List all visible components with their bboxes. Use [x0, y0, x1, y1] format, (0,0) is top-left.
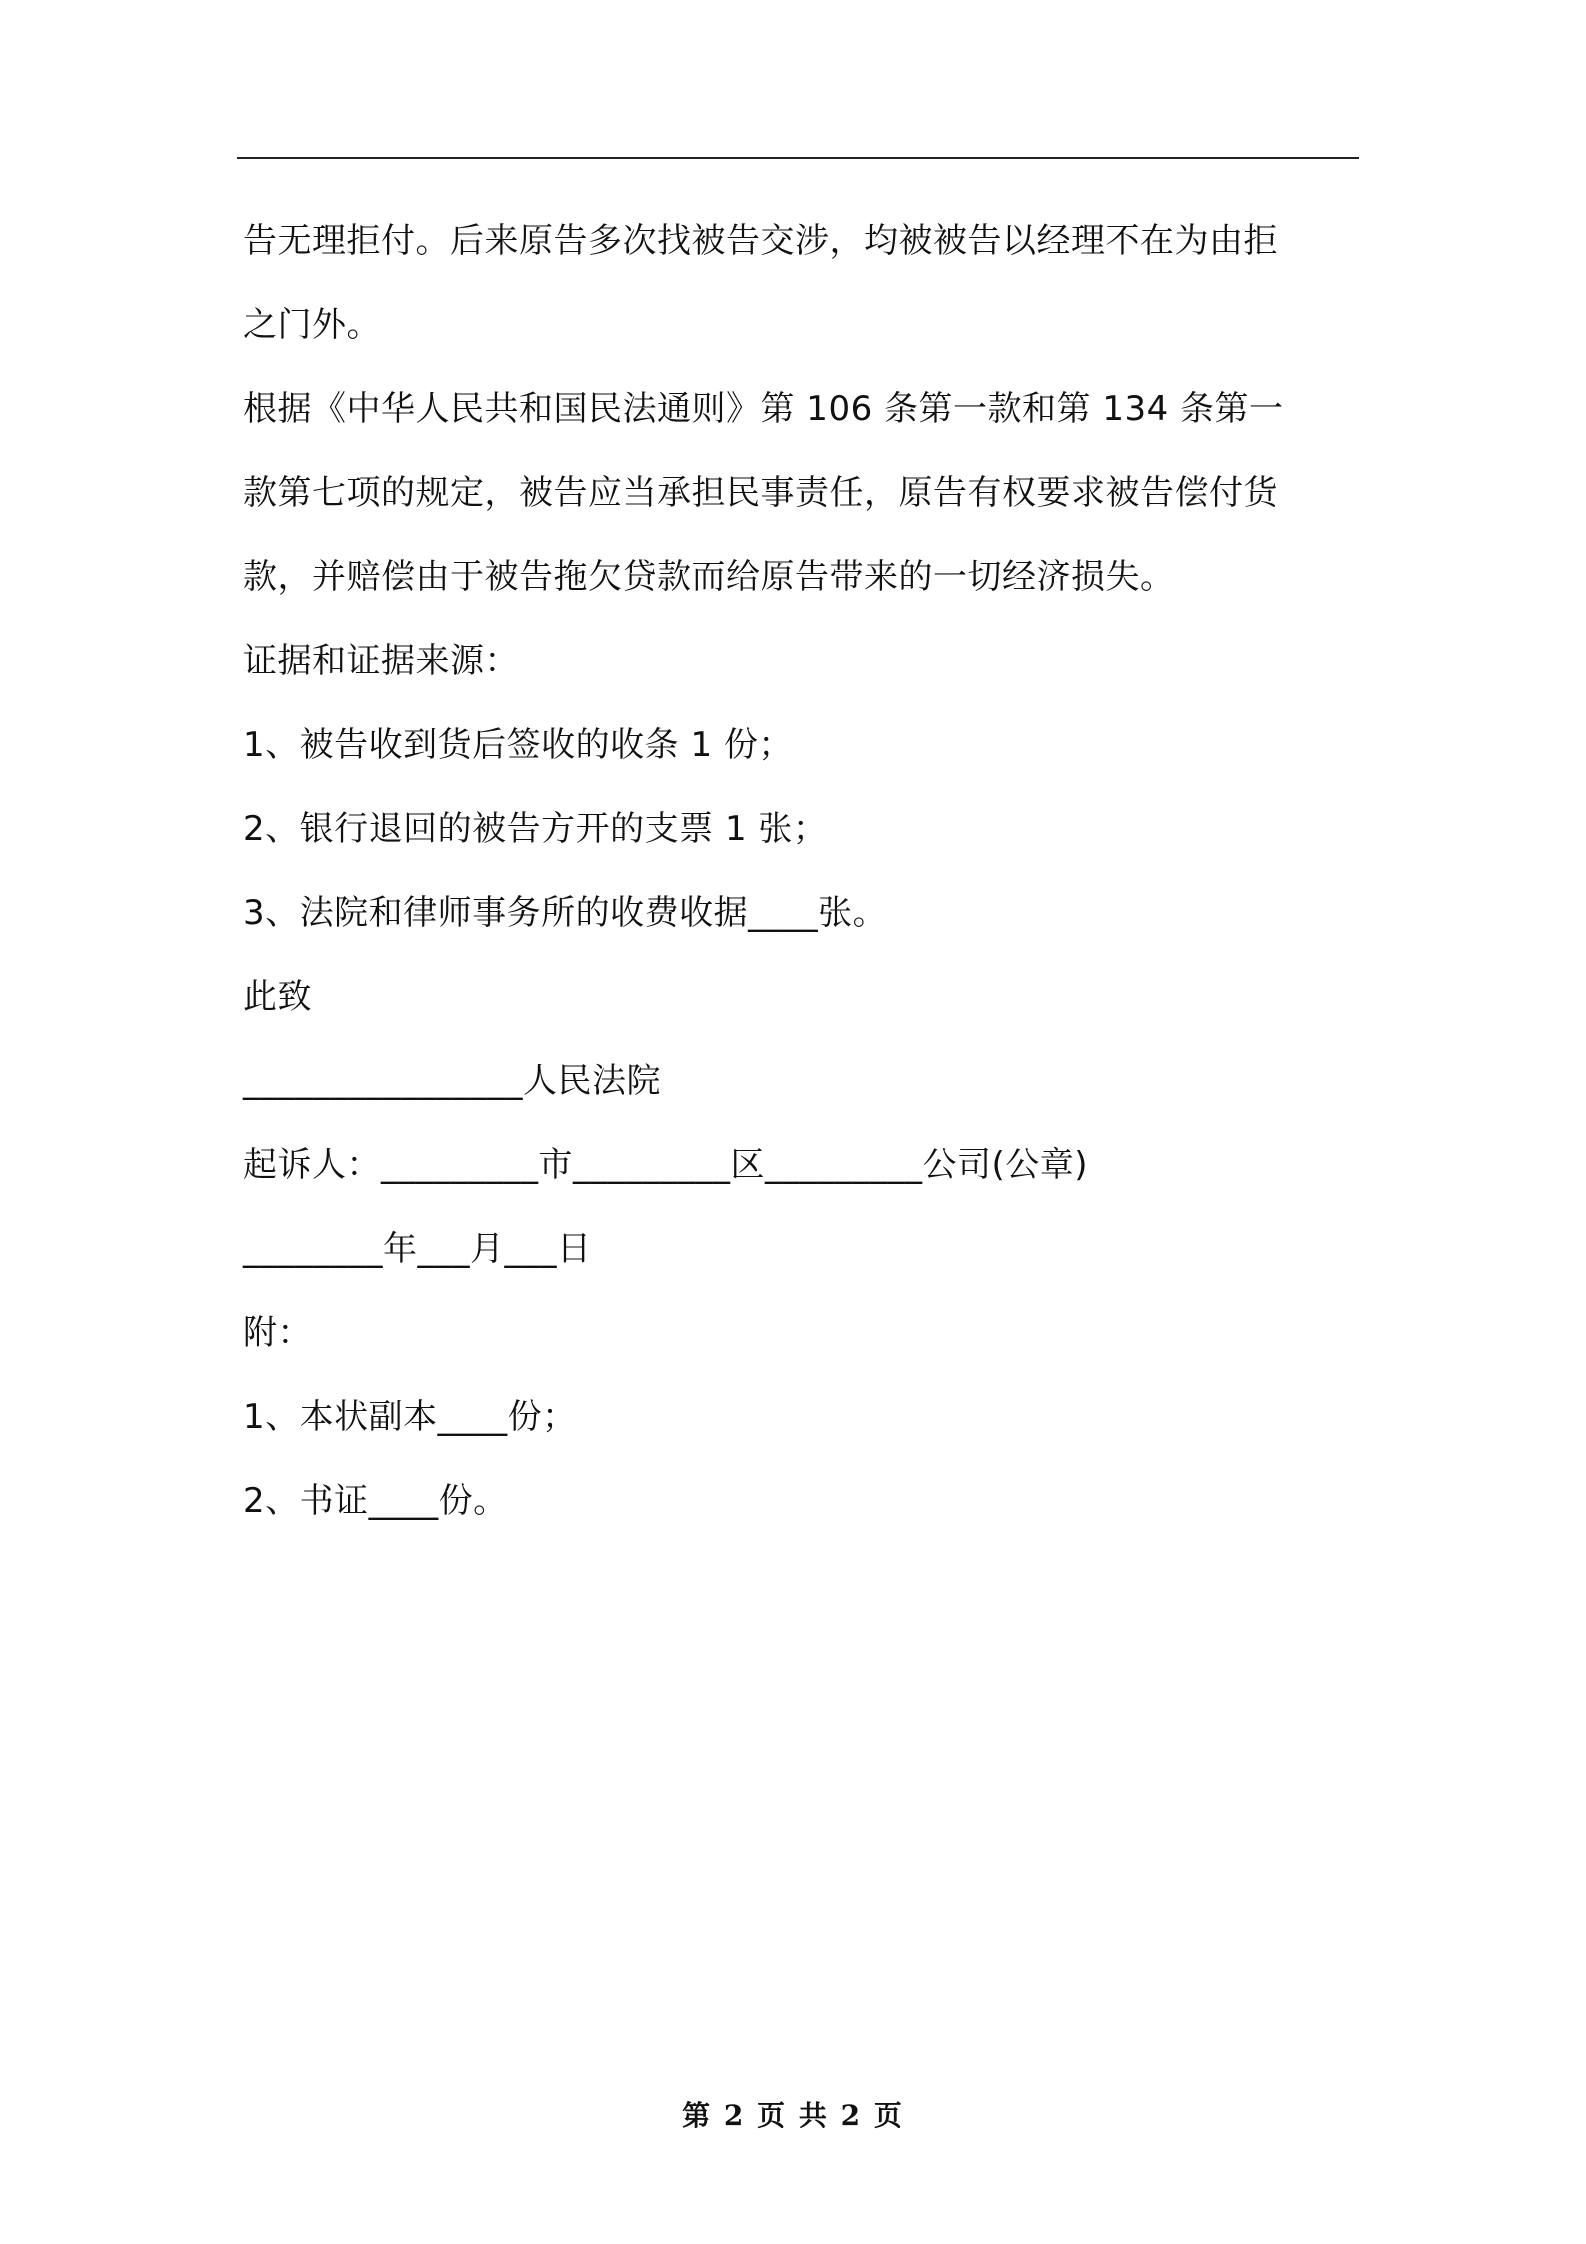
evidence-item: 1、被告收到货后签收的收条 1 份；	[243, 725, 793, 765]
document-body	[243, 199, 1363, 1543]
paragraph-line: 款，并赔偿由于被告拖欠贷款而给原告带来的一切经济损失。	[243, 557, 1175, 597]
paragraph-line: 告无理拒付。后来原告多次找被告交涉，均被被告以经理不在为由拒	[243, 221, 1278, 261]
header-divider	[237, 157, 1359, 159]
paragraph-line: 款第七项的规定，被告应当承担民事责任，原告有权要求被告偿付货	[243, 473, 1278, 513]
attachment-item: 2、书证____份。	[243, 1481, 508, 1521]
salutation: 此致	[243, 977, 312, 1017]
plaintiff-line: 起诉人：_________市_________区_________公司(公章)	[243, 1145, 1089, 1185]
page-number: 第 2 页 共 2 页	[682, 2099, 904, 2132]
evidence-item: 2、银行退回的被告方开的支票 1 张；	[243, 809, 828, 849]
attachment-heading: 附：	[243, 1313, 312, 1353]
attachment-item: 1、本状副本____份；	[243, 1397, 577, 1437]
paragraph-line: 根据《中华人民共和国民法通则》第 106 条第一款和第 134 条第一	[243, 389, 1284, 429]
evidence-heading: 证据和证据来源：	[243, 641, 519, 681]
date-line: ________年___月___日	[243, 1229, 592, 1269]
evidence-item: 3、法院和律师事务所的收费收据____张。	[243, 893, 888, 933]
court-name-line: ________________人民法院	[243, 1061, 661, 1101]
paragraph-line: 之门外。	[243, 305, 381, 345]
